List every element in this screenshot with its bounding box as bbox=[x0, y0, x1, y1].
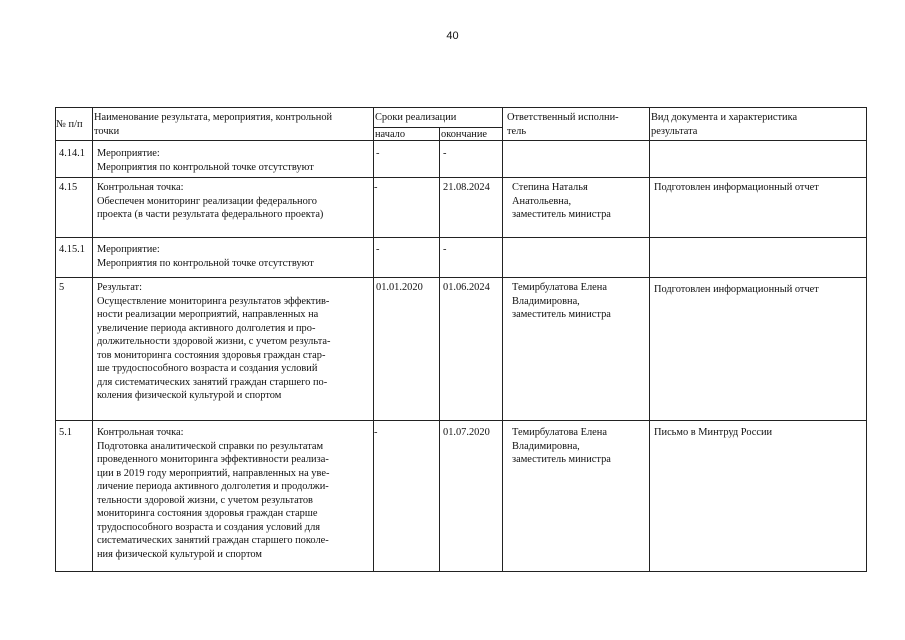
table-border-right bbox=[866, 107, 867, 572]
row-end: 21.08.2024 bbox=[443, 182, 490, 193]
row-document: Письмо в Минтруд России bbox=[654, 427, 773, 438]
header-end: окончание bbox=[441, 129, 488, 140]
table-border-left bbox=[55, 107, 56, 572]
column-divider bbox=[649, 107, 650, 572]
row-number: 5 bbox=[59, 282, 65, 293]
row-start: - bbox=[374, 427, 378, 438]
row-number: 4.15 bbox=[59, 182, 78, 193]
results-table bbox=[55, 107, 867, 572]
row-number: 4.15.1 bbox=[59, 244, 85, 255]
row-start: - bbox=[374, 182, 378, 193]
column-divider bbox=[373, 107, 374, 572]
row-document: Подготовлен информационный отчет bbox=[654, 182, 819, 193]
row-divider bbox=[55, 277, 867, 278]
row-name: Контрольная точка: Обеспечен мониторинг реализации федерального проекта (в части результата федерального проекта) bbox=[97, 182, 324, 220]
row-name: Результат: Осуществление мониторинга результатов эффектив- ности реализации мероприятий, направленных на увеличение периода активного долголетия и про- должительности здоровой жизни, с учетом результа- тов мониторинга состояния здоровья граждан стар- ше трудоспособного возраста и создания условий для систематических занятий граждан старшего по- коления физической культурой и спортом bbox=[97, 282, 331, 401]
row-end: - bbox=[443, 148, 447, 159]
row-document: Подготовлен информационный отчет bbox=[654, 284, 819, 295]
table-border-top bbox=[55, 107, 867, 108]
row-divider bbox=[55, 237, 867, 238]
row-name: Контрольная точка: Подготовка аналитической справки по результатам проведенного мониторинга эффективности реализа- ции в 2019 году мероприятий, направленных на уве- личение периода активного долголетия и продолжи- тельности здоровой жизни, с учетом результатов мониторинга состояния здоровья граждан старше трудоспособного возраста и создания условий для систематических занятий граждан старшего поколе- ния физической культурой и спортом bbox=[97, 427, 330, 560]
row-start: - bbox=[376, 244, 380, 255]
header-name: Наименование результата, мероприятия, контрольной точки bbox=[94, 112, 333, 137]
row-start: - bbox=[376, 148, 380, 159]
column-divider bbox=[92, 107, 93, 572]
table-border-bottom bbox=[55, 571, 867, 572]
row-end: 01.07.2020 bbox=[443, 427, 490, 438]
row-divider bbox=[55, 177, 867, 178]
page-number: 40 bbox=[446, 30, 459, 42]
row-responsible: Степина Наталья Анатольевна, заместитель министра bbox=[512, 182, 611, 220]
header-document: Вид документа и характеристика результата bbox=[651, 112, 798, 137]
row-end: - bbox=[443, 244, 447, 255]
row-name: Мероприятие: Мероприятия по контрольной точке отсутствуют bbox=[97, 148, 314, 173]
row-number: 4.14.1 bbox=[59, 148, 85, 159]
column-divider bbox=[439, 127, 440, 572]
header-number: № п/п bbox=[56, 119, 83, 130]
row-divider bbox=[55, 420, 867, 421]
row-number: 5.1 bbox=[59, 427, 72, 438]
row-end: 01.06.2024 bbox=[443, 282, 490, 293]
row-responsible: Темирбулатова Елена Владимировна, заместитель министра bbox=[512, 427, 611, 465]
row-responsible: Темирбулатова Елена Владимировна, заместитель министра bbox=[512, 282, 611, 320]
column-divider bbox=[502, 107, 503, 572]
row-name: Мероприятие: Мероприятия по контрольной точке отсутствуют bbox=[97, 244, 314, 269]
header-start: начало bbox=[375, 129, 406, 140]
header-terms: Сроки реализации bbox=[375, 112, 457, 123]
header-responsible: Ответственный исполни- тель bbox=[507, 112, 619, 137]
row-start: 01.01.2020 bbox=[376, 282, 423, 293]
